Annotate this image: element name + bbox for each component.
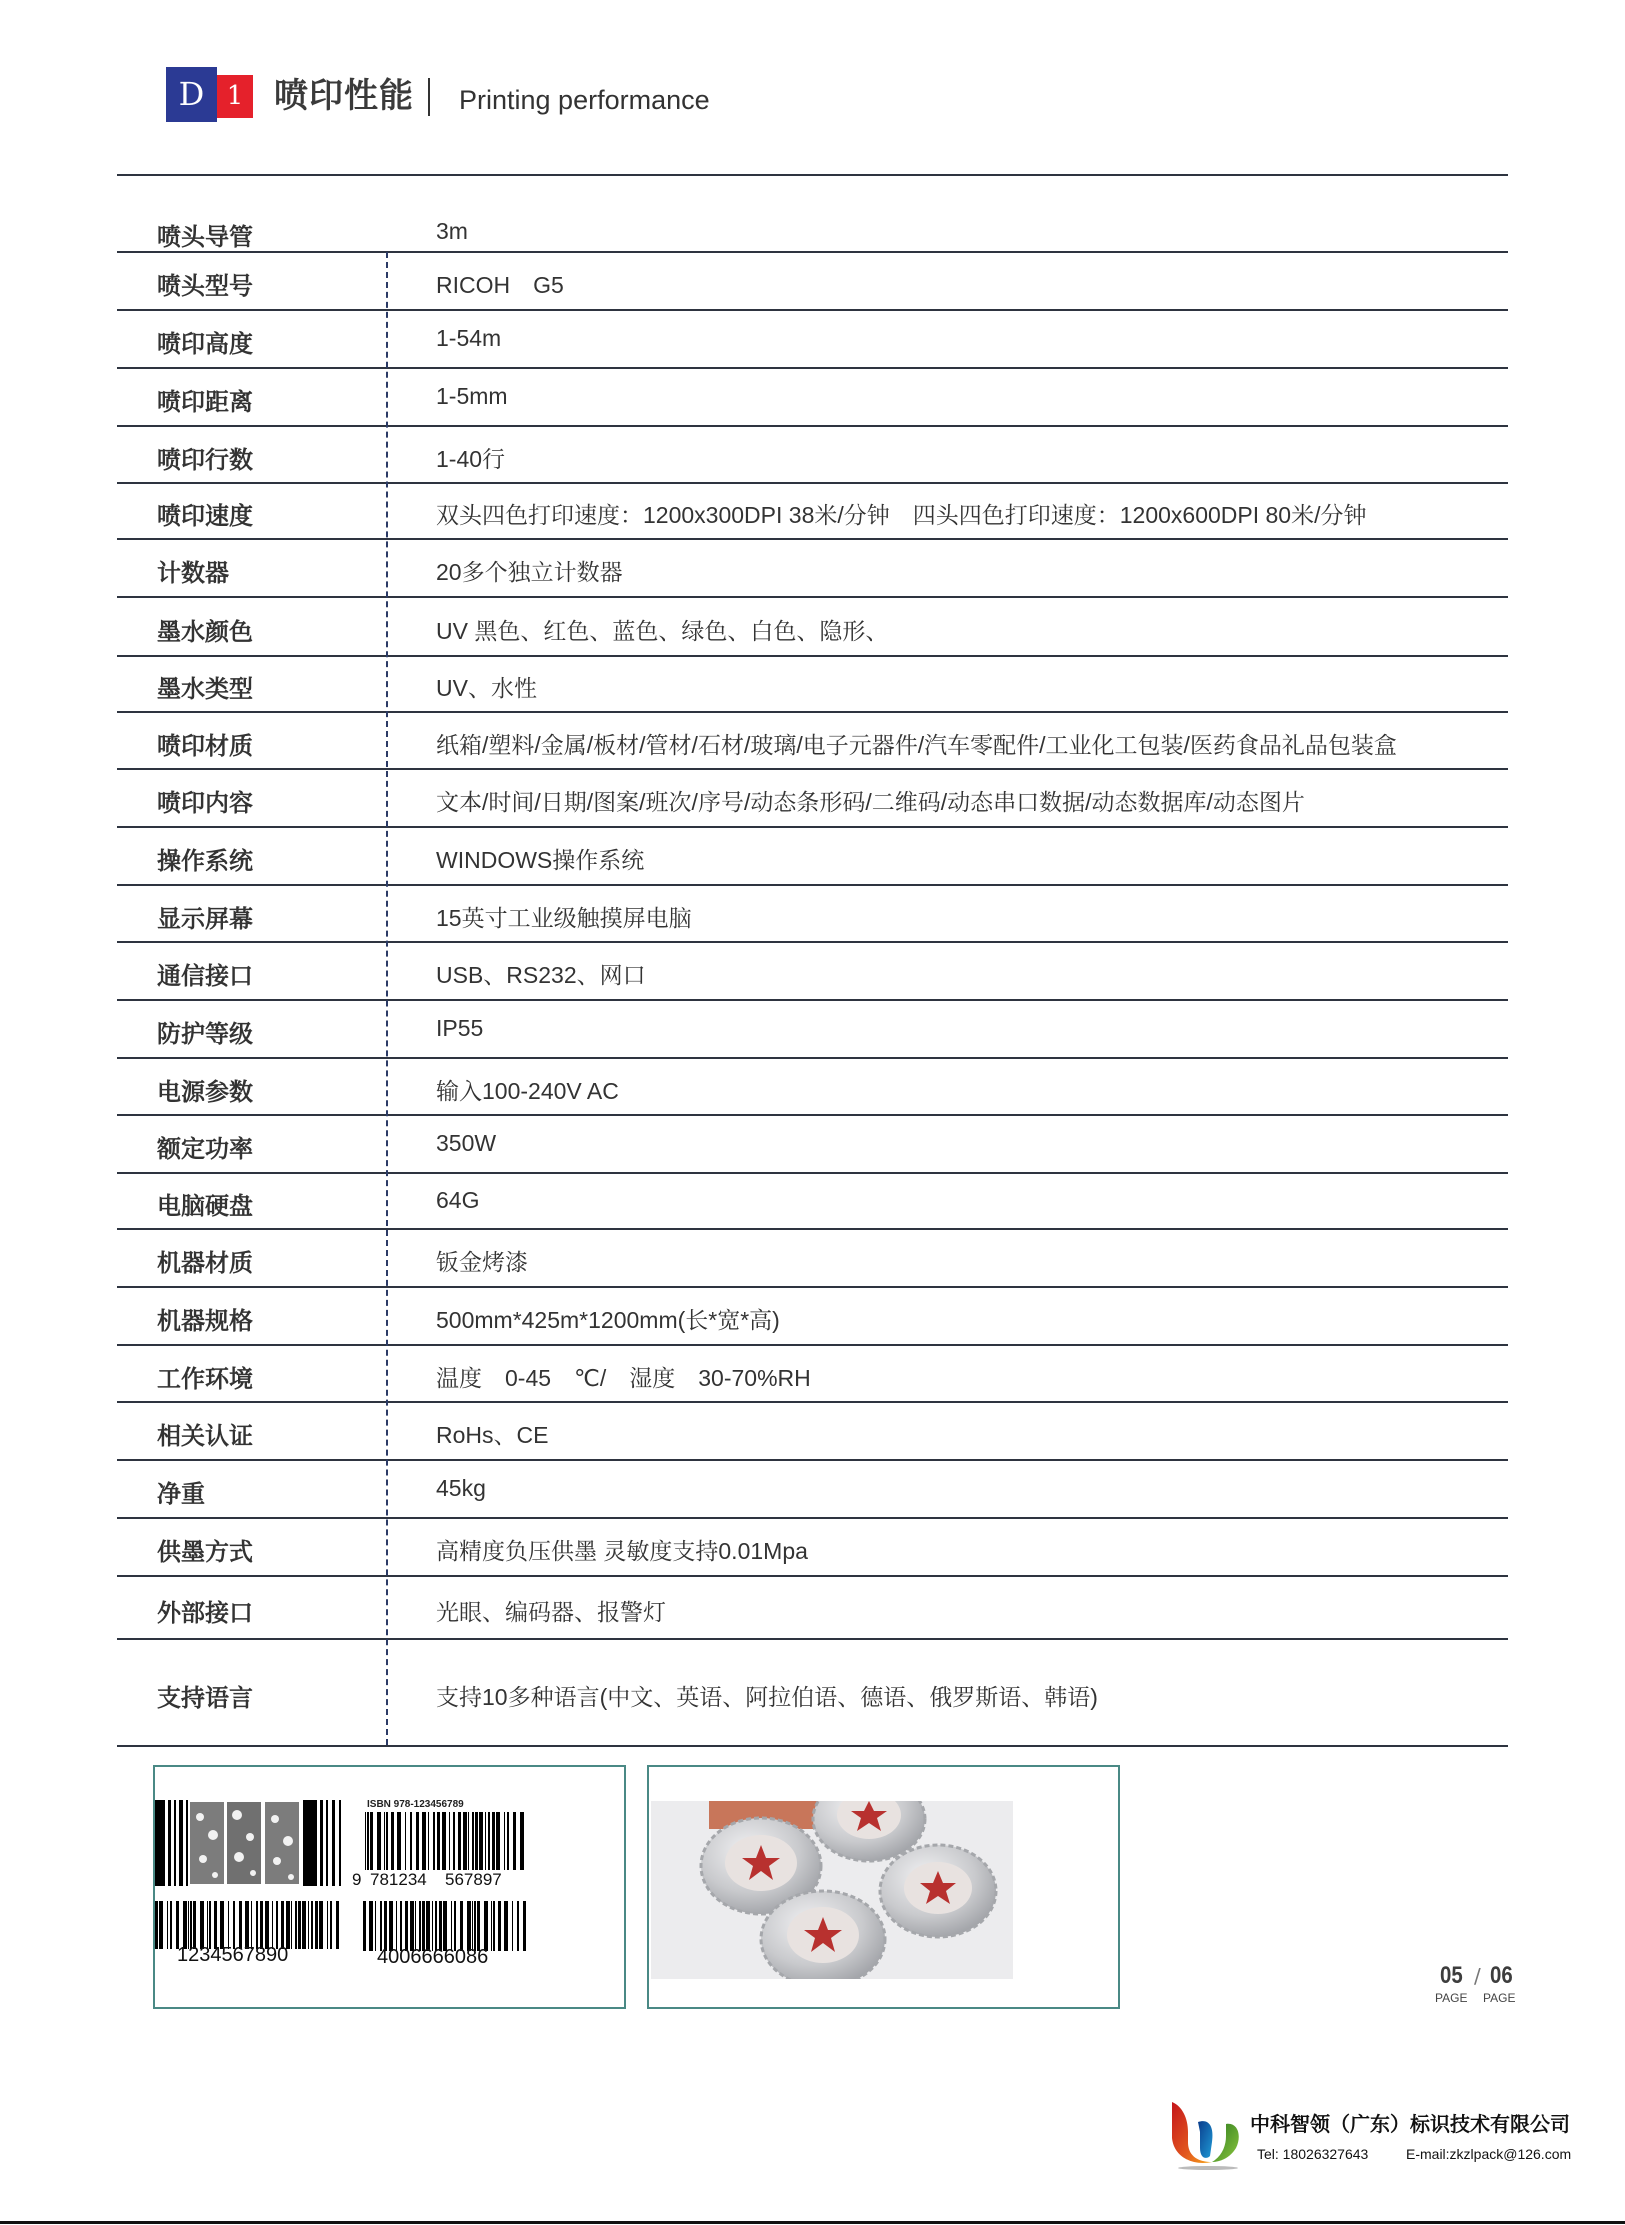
section-badge xyxy=(166,67,253,122)
spec-label: 喷印速度 xyxy=(157,502,253,530)
barcode-graphic xyxy=(155,1797,625,1987)
spec-value: 3m xyxy=(436,217,468,244)
table-row xyxy=(117,1114,1508,1172)
table-row xyxy=(117,1344,1508,1401)
table-row xyxy=(117,999,1508,1057)
spec-value: 双头四色打印速度：1200x300DPI 38米/分钟 四头四色打印速度：1200x600DPI 80米/分钟 xyxy=(436,502,1367,528)
svg-text:4006666086: 4006666086 xyxy=(377,1946,489,1968)
table-row xyxy=(117,884,1508,941)
spec-label: 电源参数 xyxy=(157,1077,253,1106)
spec-value: 钣金烤漆 xyxy=(436,1249,528,1275)
spec-value: 高精度负压供墨 灵敏度支持0.01Mpa xyxy=(436,1538,808,1564)
spec-value: 350W xyxy=(436,1130,497,1156)
spec-label: 喷印内容 xyxy=(157,789,253,817)
spec-value: UV 黑色、红色、蓝色、绿色、白色、隐形、 xyxy=(436,617,889,644)
company-name: 中科智领（广东）标识技术有限公司 xyxy=(1250,2112,1570,2136)
table-row xyxy=(117,826,1508,884)
table-row xyxy=(117,655,1508,711)
spec-value: 500mm*425m*1200mm(长*宽*高) xyxy=(436,1307,780,1333)
page-bottom-rule xyxy=(0,2221,1625,2224)
spec-value: USB、RS232、网口 xyxy=(436,962,646,988)
spec-value: UV、水性 xyxy=(436,675,537,701)
spec-value: IP55 xyxy=(436,1015,484,1041)
bottle-cap-illustration xyxy=(651,1801,1013,1979)
spec-value: RoHs、CE xyxy=(436,1422,549,1448)
company-logo-icon xyxy=(1168,2098,1244,2170)
table-row xyxy=(117,1401,1508,1459)
bottle-cap-sample-photo xyxy=(647,1765,1120,2009)
spec-label: 操作系统 xyxy=(157,847,253,875)
badge-letter: D xyxy=(166,67,217,122)
page-title-cn: 喷印性能 xyxy=(274,76,414,116)
page-separator: / xyxy=(1474,1964,1481,1988)
spec-label: 喷头导管 xyxy=(157,222,253,251)
spec-value: 1-5mm xyxy=(436,383,508,409)
company-phone: Tel: 18026327643 xyxy=(1257,2146,1369,2162)
spec-value: 纸箱/塑料/金属/板材/管材/石材/玻璃/电子元器件/汽车零配件/工业化工包装/医药食品礼品包装盒 xyxy=(436,731,1397,758)
table-row xyxy=(117,1286,1508,1344)
spec-value: 20多个独立计数器 xyxy=(436,559,623,585)
table-row xyxy=(117,1517,1508,1575)
table-row xyxy=(117,1459,1508,1517)
spec-value: 温度 0-45 ℃/ 湿度 30-70%RH xyxy=(436,1364,811,1391)
table-row xyxy=(117,711,1508,768)
current-page-label: PAGE xyxy=(1435,1991,1468,2005)
spec-label: 喷印行数 xyxy=(157,445,253,474)
table-row xyxy=(117,1638,1508,1745)
spec-label: 计数器 xyxy=(157,559,229,587)
spec-label: 喷头型号 xyxy=(157,272,253,300)
spec-label: 墨水类型 xyxy=(157,675,253,703)
spec-value: 支持10多种语言(中文、英语、阿拉伯语、德语、俄罗斯语、韩语) xyxy=(436,1683,1098,1710)
current-page-number: 05 xyxy=(1440,1962,1463,1989)
spec-value: 文本/时间/日期/图案/班次/序号/动态条形码/二维码/动态串口数据/动态数据库/动态图片 xyxy=(436,789,1305,815)
spec-value: 1-54m xyxy=(436,325,502,351)
page-title-en: Printing performance xyxy=(459,85,710,115)
spec-label: 相关认证 xyxy=(157,1422,253,1450)
table-row xyxy=(117,309,1508,367)
photo-bottle-caps xyxy=(651,1801,1013,1979)
table-row xyxy=(117,1172,1508,1228)
svg-text:9: 9 xyxy=(352,1870,362,1889)
spec-value: 15英寸工业级触摸屏电脑 xyxy=(436,904,692,931)
table-row xyxy=(117,425,1508,482)
total-page-number: 06 xyxy=(1490,1962,1513,1989)
table-row xyxy=(117,768,1508,826)
spec-value: 输入100-240V AC xyxy=(436,1077,619,1104)
spec-label: 显示屏幕 xyxy=(157,904,253,933)
svg-text:567897: 567897 xyxy=(445,1870,502,1889)
spec-value: RICOH G5 xyxy=(436,272,564,298)
badge-number: 1 xyxy=(217,75,253,118)
table-row xyxy=(117,367,1508,425)
table-row xyxy=(117,538,1508,596)
spec-label: 通信接口 xyxy=(157,962,253,990)
title-divider xyxy=(428,78,430,116)
row-divider xyxy=(117,1745,1508,1747)
spec-value: 光眼、编码器、报警灯 xyxy=(436,1598,666,1625)
svg-text:781234: 781234 xyxy=(370,1870,427,1889)
spec-value: WINDOWS操作系统 xyxy=(436,847,645,873)
spec-label: 净重 xyxy=(157,1480,205,1508)
spec-label: 喷印材质 xyxy=(157,731,253,760)
barcode-sample-image xyxy=(153,1765,626,2009)
total-page-label: PAGE xyxy=(1483,1991,1516,2005)
table-row xyxy=(117,1575,1508,1638)
spec-value: 64G xyxy=(436,1187,480,1213)
spec-label: 工作环境 xyxy=(157,1364,253,1393)
spec-label: 额定功率 xyxy=(157,1135,253,1163)
table-row xyxy=(117,1228,1508,1286)
spec-label: 供墨方式 xyxy=(157,1538,253,1566)
table-row xyxy=(117,174,1508,251)
table-row xyxy=(117,251,1508,309)
table-row xyxy=(117,941,1508,999)
spec-label: 机器规格 xyxy=(157,1307,253,1335)
spec-value: 1-40行 xyxy=(436,445,506,472)
spec-label: 墨水颜色 xyxy=(157,617,253,646)
spec-label: 防护等级 xyxy=(157,1020,253,1048)
spec-label: 支持语言 xyxy=(157,1683,253,1712)
spec-label: 机器材质 xyxy=(157,1249,253,1277)
spec-label: 外部接口 xyxy=(157,1598,253,1627)
svg-text:1234567890: 1234567890 xyxy=(177,1944,289,1966)
spec-value: 45kg xyxy=(436,1475,486,1501)
table-row xyxy=(117,596,1508,655)
table-row xyxy=(117,482,1508,538)
spec-label: 喷印高度 xyxy=(157,330,253,358)
table-row xyxy=(117,1057,1508,1114)
spec-label: 电脑硬盘 xyxy=(157,1192,253,1220)
company-email[interactable]: E-mail:zkzlpack@126.com xyxy=(1406,2146,1572,2162)
spec-label: 喷印距离 xyxy=(157,388,253,416)
svg-text:ISBN 978-123456789: ISBN 978-123456789 xyxy=(367,1799,464,1810)
